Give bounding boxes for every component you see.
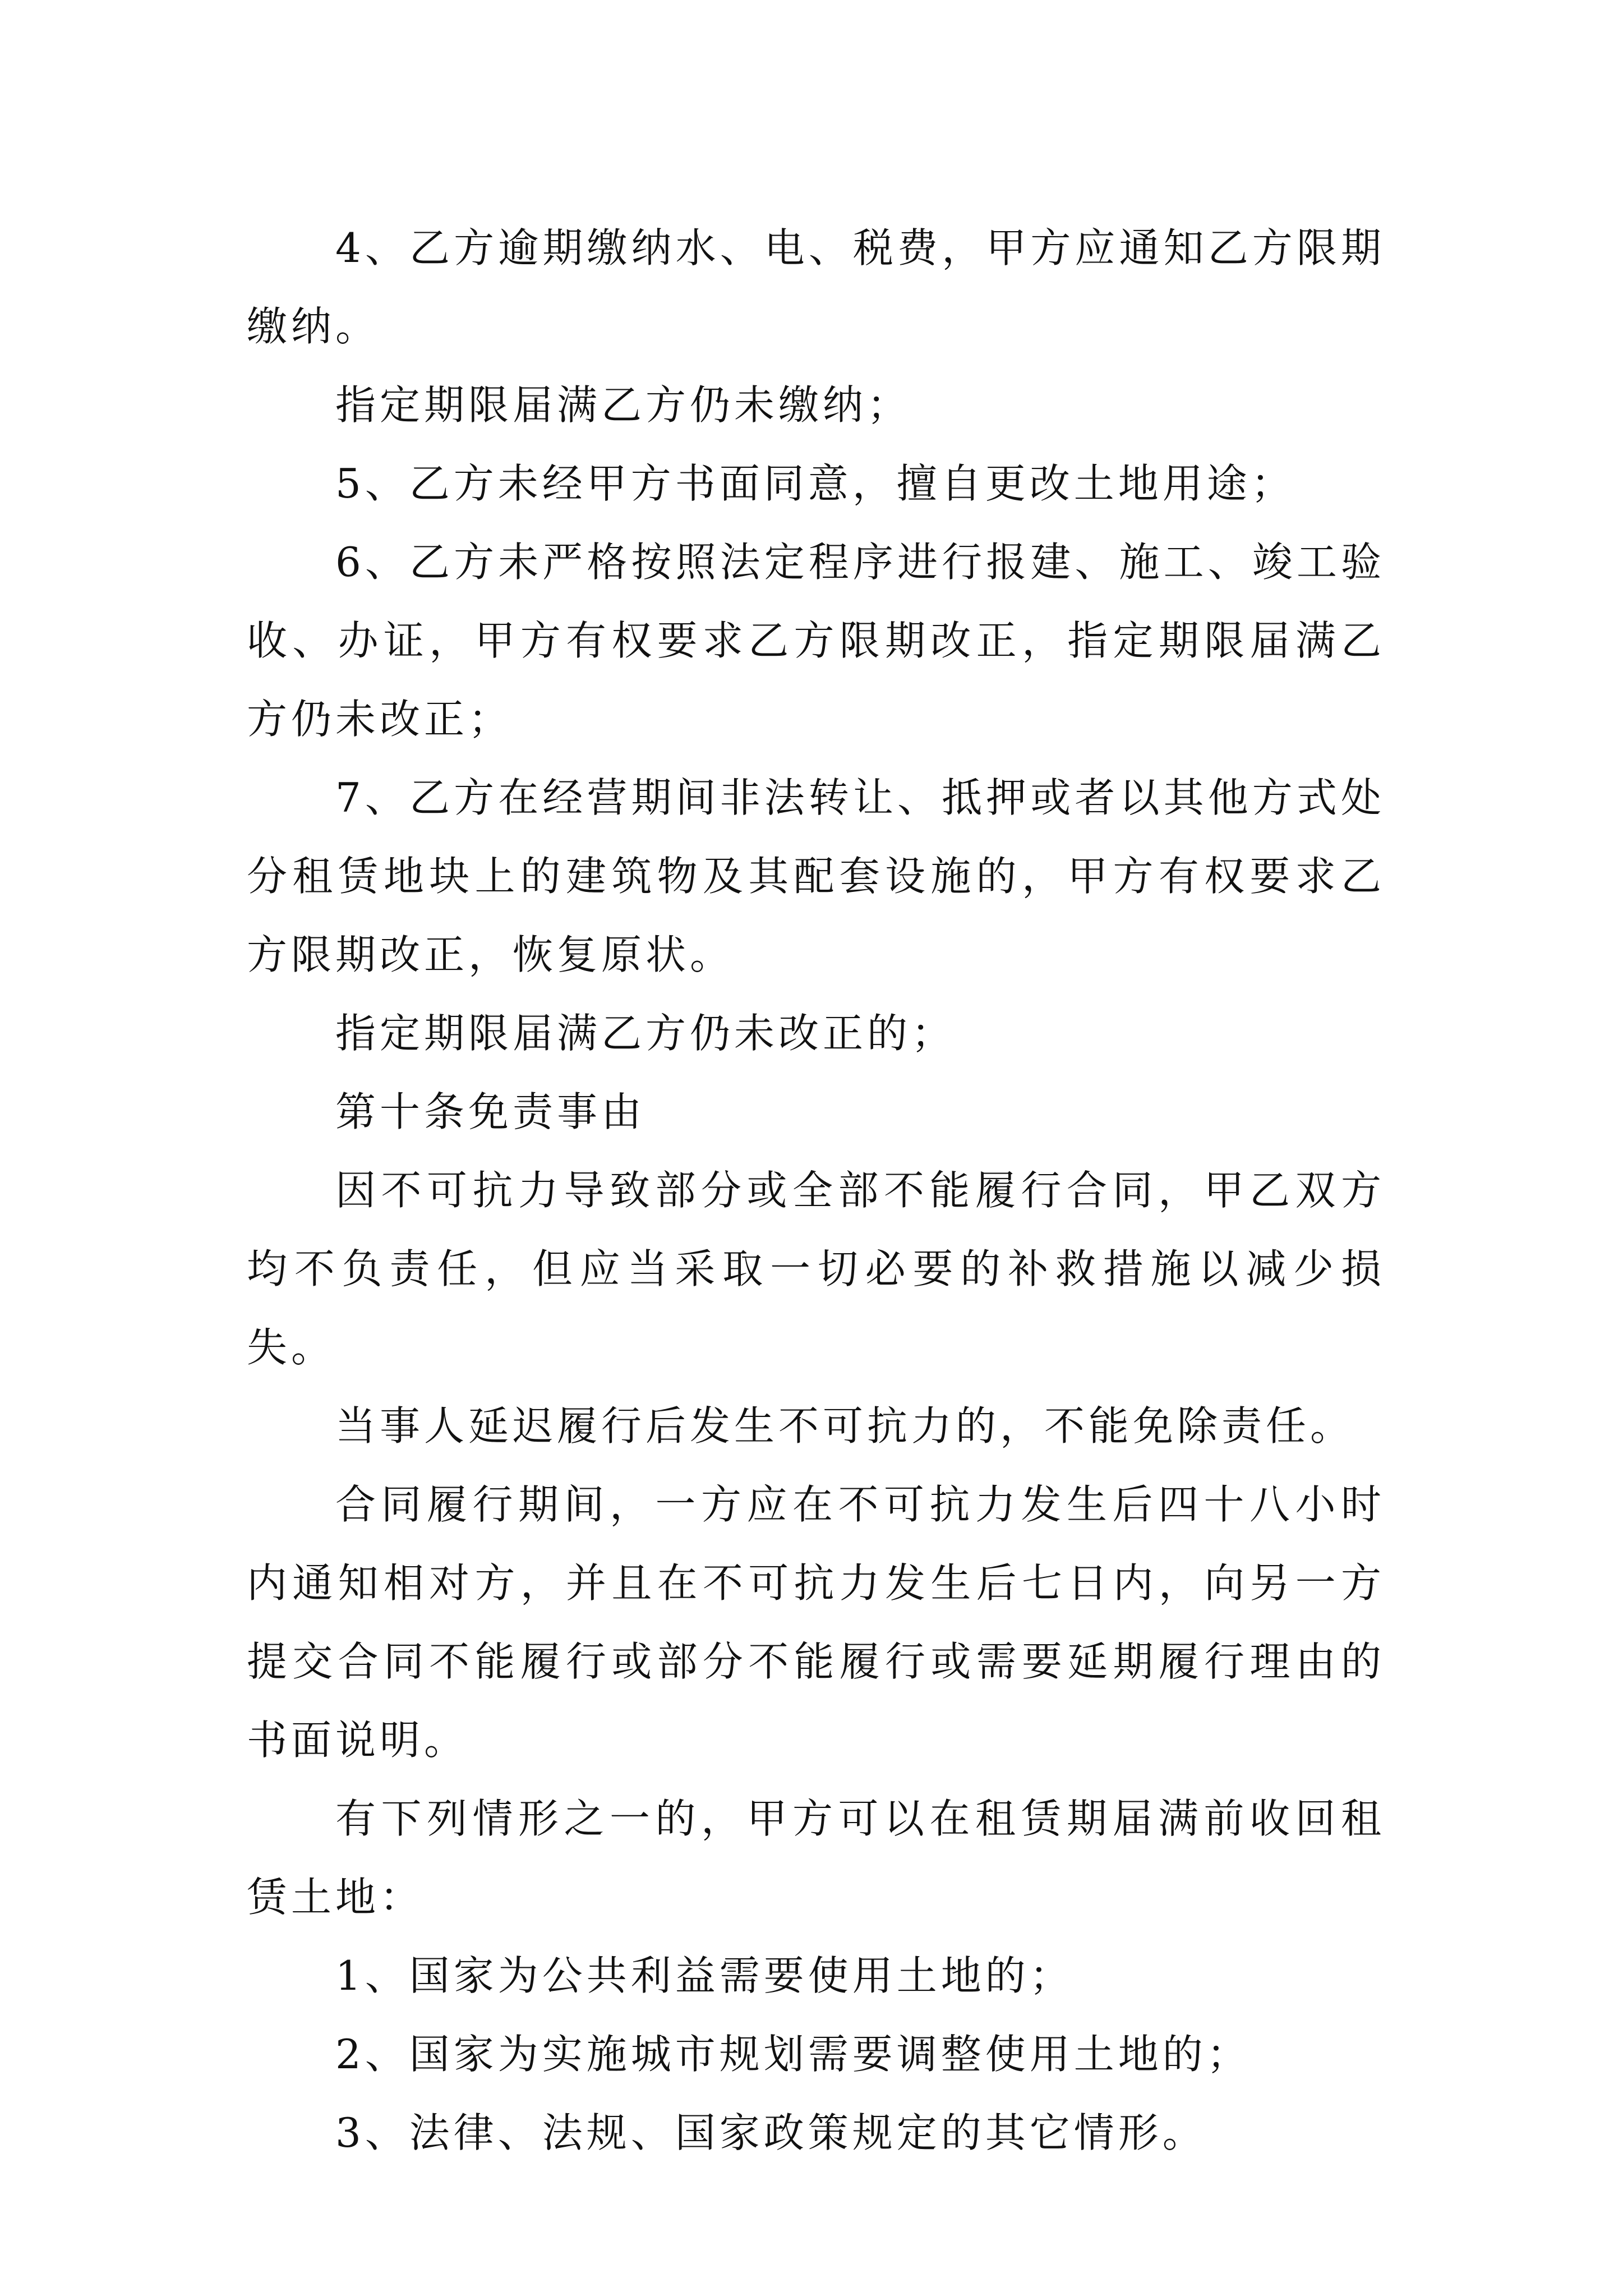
paragraph-early-recovery: 有下列情形之一的，甲方可以在租赁期届满前收回租赁土地： xyxy=(247,1795,1385,1921)
clause-7-illegal-transfer: 7、乙方在经营期间非法转让、抵押或者以其他方式处分租赁地块上的建筑物及其配套设施的，甲方有权要求乙方限期改正，恢复原状。 xyxy=(247,774,1385,978)
paragraph-deadline-uncorrected: 指定期限届满乙方仍未改正的； xyxy=(335,1010,956,1057)
document-body xyxy=(247,209,1385,2172)
paragraph-force-majeure: 因不可抗力导致部分或全部不能履行合同，甲乙双方均不负责任，但应当采取一切必要的补救措施以减少损失。 xyxy=(247,1167,1385,1371)
recovery-item-1: 1、国家为公共利益需要使用土地的； xyxy=(335,1952,1074,1999)
recovery-item-3: 3、法律、法规、国家政策规定的其它情形。 xyxy=(335,2109,1207,2156)
paragraph-delay-liability: 当事人延迟履行后发生不可抗力的，不能免除责任。 xyxy=(335,1402,1355,1450)
paragraph-notification: 合同履行期间，一方应在不可抗力发生后四十八小时内通知相对方，并且在不可抗力发生后七日内，向另一方提交合同不能履行或部分不能履行或需要延期履行理由的书面说明。 xyxy=(247,1481,1385,1764)
clause-4-late-utility-payment: 4、乙方逾期缴纳水、电、税费，甲方应通知乙方限期缴纳。 xyxy=(247,224,1385,350)
clause-5-land-use-change: 5、乙方未经甲方书面同意，擅自更改土地用途； xyxy=(335,460,1295,507)
article-10-heading: 第十条免责事由 xyxy=(335,1088,646,1135)
recovery-item-2: 2、国家为实施城市规划需要调整使用土地的； xyxy=(335,2031,1251,2078)
clause-6-legal-procedures: 6、乙方未严格按照法定程序进行报建、施工、竣工验收、办证，甲方有权要求乙方限期改正，指定期限届满乙方仍未改正； xyxy=(247,539,1385,743)
paragraph-deadline-unpaid: 指定期限届满乙方仍未缴纳； xyxy=(335,381,912,429)
